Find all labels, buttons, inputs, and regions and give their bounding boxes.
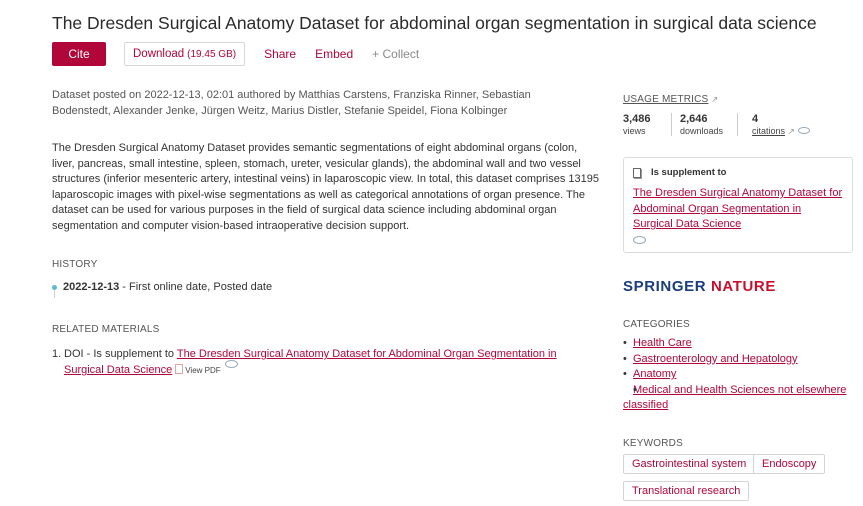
related-item	[52, 346, 597, 379]
altmetric-icon[interactable]	[633, 236, 646, 244]
categories-heading: CATEGORIES	[623, 319, 690, 330]
category-link[interactable]: Gastroenterology and Hepatology	[633, 352, 798, 365]
views-label: views	[623, 126, 646, 136]
category-link[interactable]: Anatomy	[633, 368, 677, 380]
publisher-logo-part1: SPRINGER	[623, 278, 707, 295]
category-item	[623, 352, 848, 368]
views-metric	[623, 113, 671, 136]
description: The Dresden Surgical Anatomy Dataset provides semantic segmentations of eight abdominal organs (colon, liver, pancreas, small intestine, spleen, stomach, ureter, vesicular glands), the abdominal wall and two vessel structures (inferior mesenteric artery, intestinal veins) in laparoscopic view. In total, this dataset comprises 13195 laparoscopic images with pixel-wise segmentations as well as categorical annotations of organ presence. The dataset can be used for various purposes in the field of surgical data science including abdominal organ segmentation and computer vision-based intraoperative decision support.	[52, 142, 599, 232]
citations-value: 4	[752, 113, 759, 125]
citations-label[interactable]: citations	[752, 126, 786, 136]
history-item	[52, 281, 272, 293]
related-number: 1.	[52, 348, 62, 360]
supplement-heading	[633, 167, 843, 178]
publisher-logo	[623, 278, 776, 295]
history-date: 2022-12-13	[63, 281, 120, 293]
view-pdf-link[interactable]: View PDF	[185, 366, 221, 375]
embed-button[interactable]: Embed	[315, 47, 354, 61]
publisher-logo-part2: NATURE	[710, 278, 776, 295]
citations-metric[interactable]	[737, 113, 810, 136]
download-label: Download	[133, 48, 185, 60]
usage-metrics-link[interactable]	[623, 94, 718, 105]
supplement-link[interactable]: The Dresden Surgical Anatomy Dataset for Abdominal Organ Segmentation in Surgical Data Science	[633, 187, 843, 230]
usage-metrics	[623, 113, 810, 136]
related-link[interactable]: The Dresden Surgical Anatomy Dataset for Abdominal Organ Segmentation in Surgical Data Science	[64, 348, 557, 376]
keyword-tag[interactable]: Translational research	[623, 481, 749, 501]
categories-list	[623, 336, 848, 414]
supplement-card	[623, 157, 853, 253]
supplement-heading-text: Is supplement to	[651, 167, 727, 178]
downloads-metric	[671, 113, 731, 136]
collect-button[interactable]: + Collect	[372, 47, 420, 61]
downloads-label: downloads	[680, 126, 724, 136]
related-heading: RELATED MATERIALS	[52, 324, 160, 335]
history-text: - First online date, Posted date	[122, 281, 273, 293]
cite-button[interactable]: Cite	[52, 42, 106, 66]
category-link[interactable]: Health Care	[633, 337, 692, 349]
usage-metrics-label: USAGE METRICS	[623, 94, 709, 105]
external-link-icon: ↗	[711, 95, 719, 104]
download-size: (19.45 GB)	[187, 48, 237, 60]
category-item	[623, 383, 848, 414]
category-item	[623, 367, 848, 383]
category-link[interactable]: Medical and Health Sciences not elsewhere classified	[623, 383, 847, 411]
share-button[interactable]: Share	[264, 47, 297, 61]
action-bar	[52, 42, 419, 66]
document-icon	[633, 168, 641, 178]
keyword-tag[interactable]: Gastrointestinal system	[623, 454, 755, 474]
external-link-icon: ↗	[788, 127, 795, 136]
views-value: 3,486	[623, 113, 651, 125]
page-title: The Dresden Surgical Anatomy Dataset for abdominal organ segmentation in surgical data science	[52, 13, 817, 33]
keywords-heading: KEYWORDS	[623, 438, 683, 449]
category-item	[623, 336, 848, 352]
downloads-value: 2,646	[680, 113, 708, 125]
altmetric-icon[interactable]	[225, 360, 238, 368]
pdf-icon	[175, 364, 183, 374]
altmetric-icon[interactable]	[798, 127, 810, 134]
history-heading: HISTORY	[52, 259, 98, 270]
timeline-dot-icon	[52, 285, 57, 290]
keyword-tag[interactable]: Endoscopy	[753, 454, 825, 474]
related-body	[64, 346, 597, 379]
authored-line: Dataset posted on 2022-12-13, 02:01 authored by Matthias Carstens, Franziska Rinner, Sebastian Bodenstedt, Alexander Jenke, Jürgen Weitz, Marius Distler, Stefanie Speidel, Fiona Kolbinger	[52, 89, 531, 117]
download-button[interactable]	[124, 42, 245, 66]
related-prefix: DOI - Is supplement to	[64, 348, 175, 360]
